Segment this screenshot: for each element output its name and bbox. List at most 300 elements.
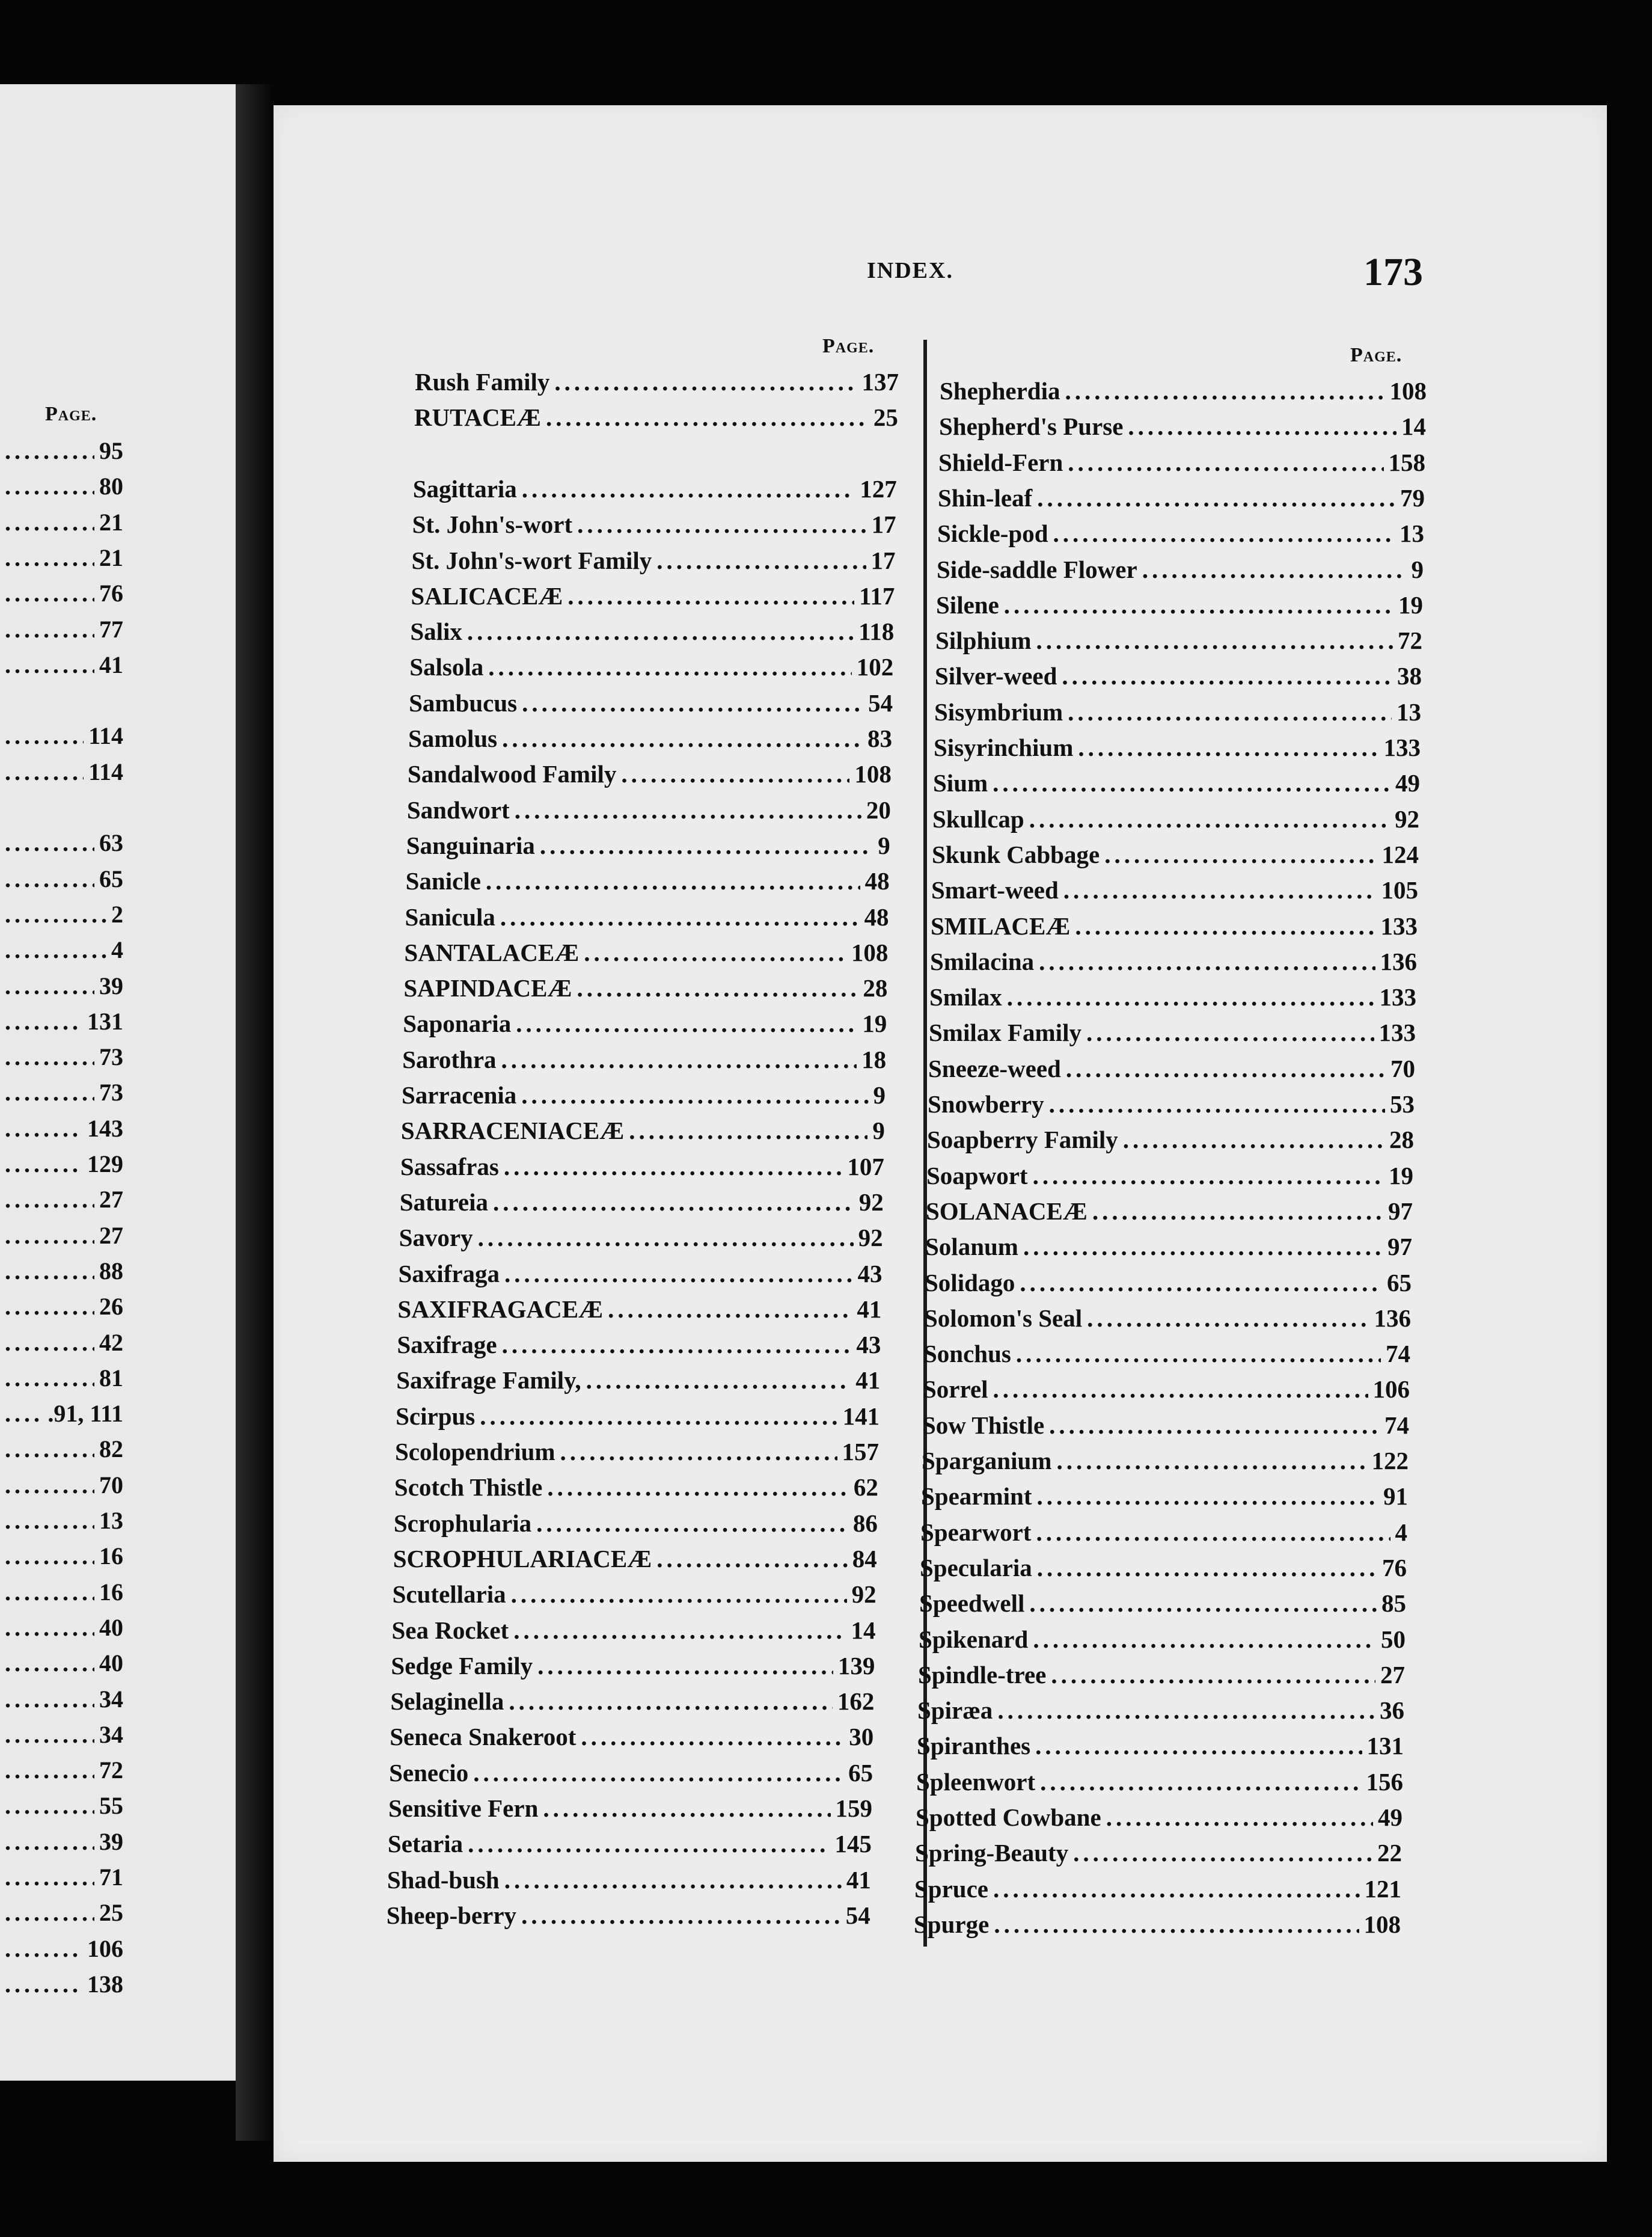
entry-page: 138 [87, 1970, 123, 1998]
dot-leader [5, 508, 94, 538]
left-column-label: Page. [45, 403, 97, 425]
dot-leader [1053, 518, 1395, 548]
index-entry [0, 1114, 123, 1144]
dot-leader [1037, 483, 1395, 513]
entry-page: 92 [1395, 805, 1419, 833]
entry-page: 42 [99, 1328, 123, 1356]
entry-name: Satureia [399, 1188, 489, 1216]
index-entry [402, 1080, 886, 1110]
entry-page: 83 [867, 725, 892, 752]
entry-page: 65 [99, 865, 123, 892]
index-entry [920, 1517, 1407, 1547]
entry-name: Sanicle [405, 867, 481, 895]
entry-page: 107 [847, 1152, 884, 1180]
dot-leader [516, 1008, 857, 1039]
index-entry [0, 543, 123, 573]
entry-name: Sparganium [922, 1447, 1052, 1474]
dot-leader [5, 1755, 94, 1785]
index-entry [405, 902, 889, 932]
index-entry [407, 795, 891, 825]
entry-page: 16 [99, 1542, 123, 1570]
dot-leader [1078, 732, 1378, 763]
index-entry [937, 518, 1424, 548]
entry-name: Setaria [387, 1830, 463, 1858]
entry-name: Samolus [408, 725, 498, 752]
dot-leader [5, 1577, 94, 1607]
entry-page: 27 [99, 1186, 123, 1214]
dot-leader [478, 1223, 854, 1253]
dot-leader [5, 828, 94, 858]
entry-page: 129 [87, 1150, 123, 1177]
entry-page: 102 [856, 653, 894, 681]
entry-name: Shad-bush [387, 1865, 500, 1894]
index-entry [928, 1089, 1415, 1119]
dot-leader [1104, 839, 1377, 870]
index-entry [0, 1791, 123, 1821]
entry-page: 105 [1381, 876, 1418, 904]
entry-page: 39 [99, 972, 123, 999]
dot-leader [577, 509, 866, 539]
index-entry [394, 1508, 878, 1538]
entry-name: SARRACENIACEÆ [400, 1117, 625, 1145]
entry-name: Soapberry Family [927, 1126, 1118, 1154]
dot-leader [1063, 875, 1377, 905]
index-entry [400, 1187, 884, 1217]
dot-leader [5, 1648, 94, 1678]
entry-page: 73 [99, 1079, 123, 1106]
dot-leader [5, 900, 106, 930]
entry-name: Sheep-berry [386, 1901, 517, 1929]
dot-leader [993, 1874, 1360, 1904]
entry-name: Sea Rocket [391, 1616, 509, 1644]
index-entry [919, 1588, 1406, 1618]
entry-name: Sonchus [923, 1340, 1011, 1368]
index-entry [393, 1579, 876, 1609]
entry-name: Spotted Cowbane [916, 1803, 1101, 1831]
entry-page: 108 [851, 938, 889, 966]
entry-name: Solomon's Seal [924, 1304, 1083, 1332]
index-entry [921, 1481, 1408, 1511]
index-entry [390, 1722, 873, 1752]
dot-leader [5, 721, 84, 751]
dot-leader [656, 1544, 847, 1574]
dot-leader [540, 830, 873, 861]
entry-name: SAPINDACEÆ [403, 974, 572, 1002]
dot-leader [5, 1185, 94, 1215]
entry-page: 9 [878, 831, 890, 859]
dot-leader [993, 768, 1390, 798]
entry-page: 9 [872, 1117, 885, 1145]
dot-leader [546, 402, 869, 432]
left-page [0, 84, 239, 2081]
index-entry [0, 971, 123, 1001]
index-entry [919, 1624, 1406, 1654]
entry-page: 54 [845, 1901, 870, 1929]
dot-leader [5, 1434, 94, 1464]
dot-leader [1040, 1767, 1361, 1797]
dot-leader [502, 723, 863, 753]
entry-page: 145 [834, 1830, 872, 1858]
index-entry [395, 1437, 879, 1467]
index-entry [920, 1553, 1407, 1583]
entry-name: Spiræa [917, 1696, 993, 1725]
dot-leader [656, 545, 866, 575]
index-entry [0, 1042, 123, 1072]
index-entry [0, 1827, 123, 1857]
dot-leader [1128, 411, 1397, 441]
dot-leader [1106, 1802, 1373, 1832]
dot-leader [1020, 1268, 1382, 1298]
index-entry [0, 615, 123, 645]
dot-leader [1086, 1017, 1374, 1048]
index-entry [409, 688, 893, 718]
index-entry [940, 376, 1427, 406]
dot-leader [1016, 1339, 1381, 1369]
entry-name: SANTALACEÆ [404, 938, 580, 966]
entry-page: 26 [99, 1293, 123, 1321]
dot-leader [504, 1259, 852, 1289]
index-entry [0, 721, 123, 751]
entry-name: Savory [399, 1224, 473, 1252]
entry-name: Sneeze-weed [928, 1054, 1061, 1082]
entry-page: 131 [1366, 1732, 1404, 1760]
index-entry [402, 1045, 886, 1075]
dot-leader [5, 1684, 94, 1714]
entry-name: Spearwort [920, 1518, 1032, 1546]
dot-leader [513, 1615, 846, 1645]
dot-leader [1004, 590, 1393, 620]
dot-leader [501, 1045, 857, 1075]
dot-leader [5, 1149, 82, 1179]
entry-page: 22 [1377, 1839, 1402, 1867]
entry-page: 41 [857, 1295, 882, 1323]
entry-page: 25 [99, 1899, 123, 1927]
entry-name: SMILACEÆ [931, 912, 1071, 940]
entry-page: 34 [99, 1720, 123, 1748]
dot-leader [1123, 1125, 1384, 1155]
entry-page: 4 [1395, 1518, 1407, 1546]
dot-leader [1039, 947, 1375, 977]
entry-name: Rush Family [415, 368, 550, 396]
entry-page: 121 [1364, 1874, 1401, 1903]
entry-name: Spikenard [919, 1625, 1029, 1653]
index-entry [0, 578, 123, 609]
index-entry [399, 1223, 883, 1253]
dot-leader [586, 1365, 851, 1395]
entry-name: St. John's-wort Family [411, 546, 652, 574]
dot-leader [5, 1007, 82, 1037]
entry-name: Saxifrage [397, 1331, 497, 1359]
index-entry [937, 554, 1424, 585]
index-entry [934, 732, 1421, 763]
index-entry [396, 1365, 880, 1395]
column-1-label: Page. [822, 335, 875, 357]
dot-leader [5, 1827, 94, 1857]
index-entry [0, 436, 123, 466]
entry-page: 2 [111, 900, 123, 928]
dot-leader [5, 1613, 94, 1643]
entry-name: Scotch Thistle [394, 1473, 543, 1502]
dot-leader [1075, 911, 1375, 941]
index-entry [923, 1374, 1410, 1404]
entry-name: Sedge Family [391, 1651, 533, 1680]
entry-name: Smilax [929, 983, 1002, 1011]
entry-name: Spruce [914, 1874, 988, 1903]
index-entry [922, 1410, 1409, 1440]
entry-page: 82 [99, 1435, 123, 1463]
dot-leader [5, 1720, 94, 1750]
entry-page: 34 [99, 1685, 123, 1713]
index-entry [929, 982, 1416, 1012]
entry-page: 136 [1374, 1304, 1411, 1332]
dot-leader [554, 367, 857, 397]
entry-page: 27 [1380, 1660, 1405, 1689]
dot-leader [1036, 1517, 1390, 1547]
index-entry [408, 723, 892, 753]
entry-page: 106 [87, 1935, 123, 1962]
dot-leader [1056, 1446, 1366, 1476]
index-entry [924, 1303, 1411, 1333]
entry-name: Spurge [914, 1910, 990, 1938]
index-entry [0, 935, 123, 965]
entry-name: Silphium [935, 627, 1032, 655]
entry-name: Spearmint [921, 1482, 1032, 1511]
dot-leader [997, 1695, 1375, 1725]
entry-name: Smilacina [930, 947, 1035, 975]
index-entry [0, 1221, 123, 1251]
dot-leader [5, 1114, 82, 1144]
dot-leader [5, 1221, 94, 1251]
entry-page: 53 [1390, 1090, 1415, 1118]
entry-page: 76 [99, 580, 123, 607]
dot-leader [500, 902, 860, 932]
entry-page: 14 [851, 1616, 876, 1644]
entry-page: 48 [864, 903, 889, 931]
dot-leader [5, 1042, 94, 1072]
entry-page: 71 [99, 1864, 123, 1891]
entry-page: 74 [1386, 1340, 1410, 1368]
entry-page: 17 [870, 546, 896, 574]
index-entry [922, 1446, 1409, 1476]
dot-leader [5, 471, 94, 502]
index-entry [409, 652, 893, 682]
entry-page: 41 [99, 651, 123, 678]
entry-name: Sow Thistle [922, 1411, 1045, 1439]
entry-page: 141 [842, 1402, 880, 1430]
entry-page: 108 [854, 760, 892, 788]
dot-leader [5, 543, 94, 573]
entry-page: 19 [1389, 1161, 1413, 1189]
dot-leader [515, 795, 861, 825]
dot-leader [509, 1686, 832, 1716]
dot-leader [5, 864, 94, 894]
entry-page: 38 [1397, 662, 1422, 690]
entry-name: Salsola [409, 653, 484, 681]
entry-name: Snowberry [928, 1090, 1044, 1118]
dot-leader [1087, 1303, 1369, 1333]
dot-leader [5, 1541, 94, 1571]
entry-name: Specularia [920, 1553, 1032, 1582]
index-entry [408, 759, 892, 789]
dot-leader [5, 1292, 94, 1322]
entry-name: Sium [933, 769, 988, 797]
index-entry [916, 1767, 1403, 1797]
index-entry [0, 1256, 123, 1286]
dot-leader [502, 1330, 852, 1360]
entry-name: Sarothra [402, 1045, 497, 1073]
dot-leader [1073, 1838, 1372, 1868]
dot-leader [1036, 625, 1393, 655]
entry-name: Saponaria [403, 1010, 512, 1038]
entry-page: 137 [861, 368, 899, 396]
entry-name: Senecio [389, 1758, 469, 1787]
index-entry [403, 973, 887, 1003]
entry-name: Skullcap [932, 805, 1024, 833]
index-entry [0, 1470, 123, 1500]
index-entry [938, 483, 1425, 513]
entry-name: Sarracenia [402, 1081, 517, 1109]
entry-name: Sisymbrium [934, 698, 1063, 726]
index-entry [396, 1401, 880, 1431]
index-entry [917, 1695, 1404, 1725]
entry-page: 43 [857, 1259, 883, 1287]
index-entry [403, 1008, 887, 1039]
dot-leader [1037, 1481, 1379, 1511]
dot-leader [480, 1401, 837, 1431]
entry-page: 39 [99, 1827, 123, 1855]
entry-page: 65 [848, 1758, 873, 1787]
index-entry [0, 1969, 123, 1999]
entry-page: 133 [1383, 734, 1421, 761]
entry-name: Skunk Cabbage [932, 840, 1100, 868]
index-entry [916, 1802, 1403, 1832]
index-entry [0, 757, 123, 787]
index-entry [931, 875, 1418, 905]
index-entry [915, 1838, 1402, 1868]
index-entry [397, 1330, 881, 1360]
index-entry [412, 509, 896, 539]
entry-page: 54 [868, 689, 893, 717]
dot-leader [1029, 1588, 1377, 1618]
index-entry [406, 830, 890, 861]
index-entry [934, 697, 1421, 727]
dot-leader [1029, 804, 1390, 834]
index-entry [397, 1294, 881, 1324]
entry-page: 118 [858, 618, 895, 646]
index-entry [932, 839, 1419, 870]
index-entry [400, 1152, 884, 1182]
entry-page: 73 [99, 1043, 123, 1071]
entry-name: Scrophularia [393, 1509, 532, 1537]
dot-leader [521, 1900, 841, 1930]
entry-page: 133 [1380, 912, 1418, 940]
index-entry [0, 1292, 123, 1322]
index-entry [0, 1434, 123, 1464]
dot-leader [5, 935, 106, 965]
index-entry [917, 1731, 1404, 1761]
entry-name: Spleenwort [916, 1767, 1036, 1796]
dot-leader [1049, 1089, 1385, 1119]
index-entry [0, 828, 123, 858]
entry-page: 162 [837, 1687, 875, 1716]
entry-name: Spindle-tree [918, 1660, 1047, 1689]
entry-page: 92 [858, 1224, 883, 1252]
entry-page: 13 [1400, 520, 1424, 548]
dot-leader [504, 1152, 842, 1182]
entry-page: 77 [99, 615, 123, 643]
entry-name: Solanum [925, 1233, 1018, 1261]
dot-leader [5, 1862, 94, 1892]
dot-leader [522, 688, 863, 718]
dot-leader [560, 1437, 837, 1467]
entry-page: 95 [99, 437, 123, 464]
column-2-label: Page. [1350, 344, 1403, 366]
entry-page: 13 [99, 1507, 123, 1534]
dot-leader [1051, 1660, 1375, 1690]
dot-leader [1068, 447, 1383, 477]
index-entry [926, 1161, 1413, 1191]
entry-name: Smart-weed [931, 876, 1059, 904]
entry-name: Sassafras [400, 1152, 499, 1180]
index-entry [926, 1196, 1413, 1226]
index-entry [931, 911, 1418, 941]
dot-leader [511, 1579, 847, 1609]
entry-page: 50 [1381, 1625, 1406, 1653]
dot-leader [1035, 1731, 1362, 1761]
entry-page: 49 [1395, 769, 1420, 797]
entry-page: 14 [1401, 413, 1426, 441]
index-entry [0, 1185, 123, 1215]
dot-leader [1068, 697, 1392, 727]
dot-leader [5, 1934, 82, 1964]
dot-leader [5, 1791, 94, 1821]
index-entry [918, 1660, 1405, 1690]
entry-page: .91, 111 [47, 1400, 123, 1428]
entry-name: Sanicula [405, 903, 495, 931]
entry-page: 74 [1384, 1411, 1409, 1439]
entry-page: 16 [99, 1578, 123, 1606]
entry-page: 92 [851, 1580, 876, 1609]
entry-name: Scolopendrium [395, 1438, 555, 1465]
dot-leader [629, 1115, 867, 1146]
entry-page: 48 [864, 867, 890, 895]
entry-page: 28 [863, 974, 888, 1002]
index-entry [935, 661, 1422, 691]
dot-leader [5, 1256, 94, 1286]
index-entry [925, 1232, 1412, 1262]
entry-name: Spiranthes [917, 1732, 1031, 1760]
entry-name: Shepherd's Purse [939, 413, 1124, 441]
entry-name: Sandwort [406, 796, 510, 824]
index-entry [0, 1934, 123, 1964]
entry-name: Salix [410, 618, 462, 646]
index-entry [0, 1684, 123, 1714]
entry-page: 19 [1398, 591, 1423, 619]
index-entry [392, 1615, 876, 1645]
index-entry [925, 1268, 1412, 1298]
entry-page: 114 [88, 758, 123, 785]
entry-page: 72 [99, 1757, 123, 1784]
entry-page: 136 [1380, 947, 1417, 975]
entry-page: 4 [111, 936, 123, 964]
index-entry [0, 1506, 123, 1536]
index-entry [389, 1758, 873, 1788]
index-entry [401, 1115, 885, 1146]
dot-leader [5, 1328, 94, 1358]
dot-leader [5, 1470, 94, 1500]
dot-leader [537, 1651, 833, 1681]
index-entry [0, 1755, 123, 1785]
